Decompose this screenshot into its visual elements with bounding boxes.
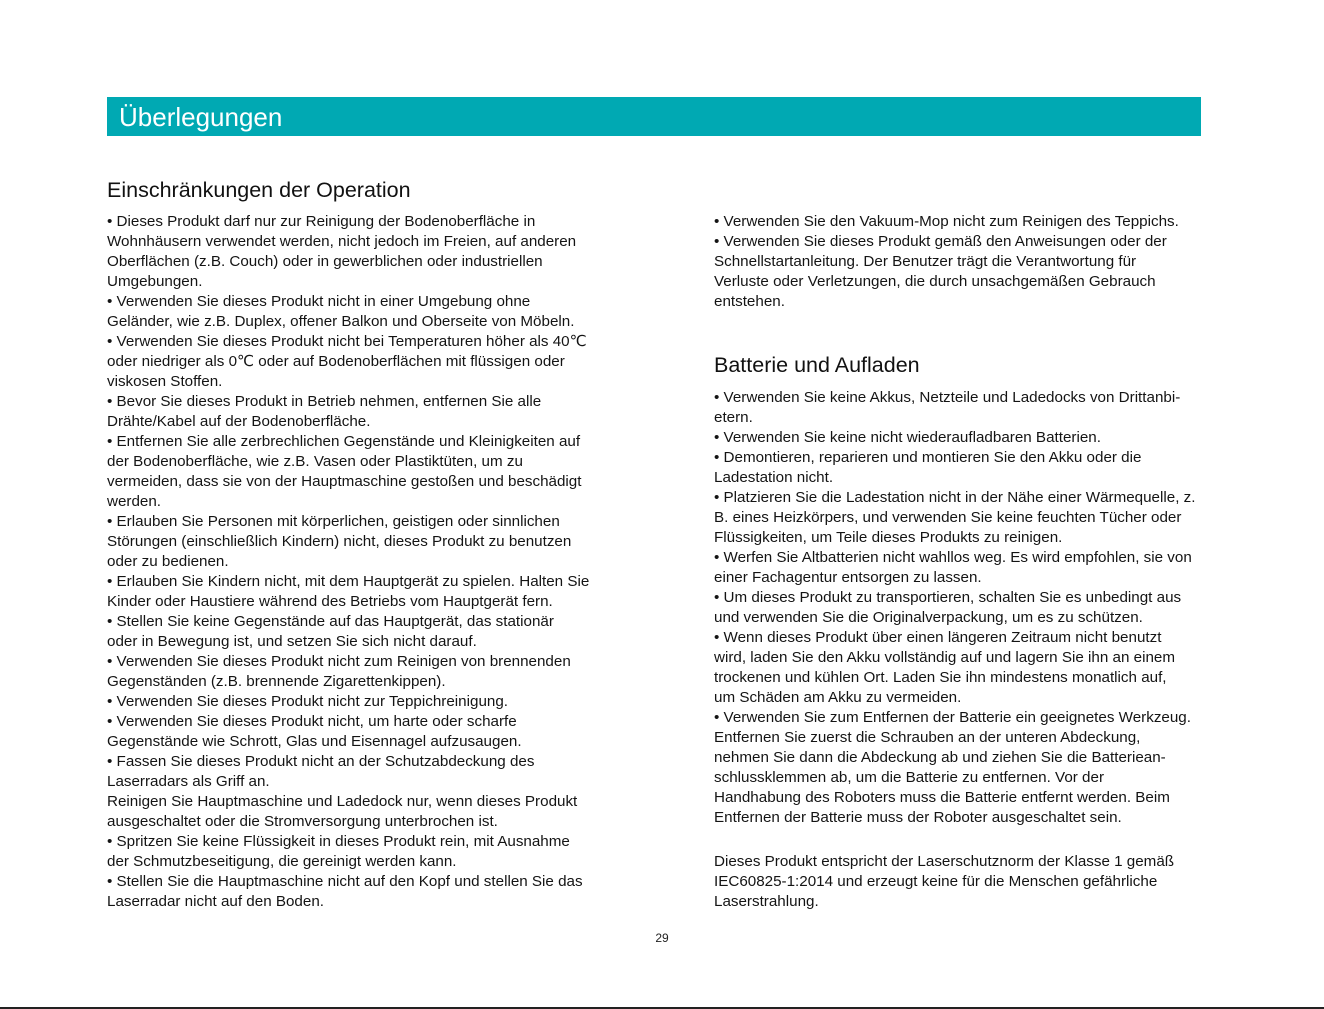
text-line: Wohnhäusern verwendet werden, nicht jedoch im Freien, auf anderen [107, 233, 577, 250]
text-line: • Stellen Sie keine Gegenstände auf das Hauptgerät, das stationär [107, 613, 554, 630]
text-line: Kinder oder Haustiere während des Betriebs vom Hauptgerät fern. [107, 593, 553, 610]
text-line: • Verwenden Sie dieses Produkt nicht bei Temperaturen höher als 40℃ [107, 333, 587, 350]
text-line: • Um dieses Produkt zu transportieren, schalten Sie es unbedingt aus [714, 589, 1182, 606]
text-line: • Erlauben Sie Personen mit körperlichen, geistigen oder sinnlichen [107, 513, 560, 530]
text-line: Reinigen Sie Hauptmaschine und Ladedock nur, wenn dieses Produkt [107, 793, 578, 810]
text-line: • Verwenden Sie dieses Produkt nicht zum Reinigen von brennenden [107, 653, 571, 670]
text-line: • Verwenden Sie keine Akkus, Netzteile und Ladedocks von Drittanbi- [714, 389, 1181, 406]
text-line: • Verwenden Sie dieses Produkt gemäß den Anweisungen oder der [714, 233, 1167, 250]
text-line: Geländer, wie z.B. Duplex, offener Balkon und Oberseite von Möbeln. [107, 313, 575, 330]
text-line: • Verwenden Sie dieses Produkt nicht in einer Umgebung ohne [107, 293, 531, 310]
text-line: Laserradars als Griff an. [107, 773, 270, 790]
text-line: ausgeschaltet oder die Stromversorgung unterbrochen ist. [107, 813, 498, 830]
battery-charging-text [714, 388, 1195, 828]
text-line: etern. [714, 409, 753, 426]
text-line: • Platzieren Sie die Ladestation nicht in der Nähe einer Wärmequelle, z. [714, 489, 1196, 506]
text-line: Dieses Produkt entspricht der Laserschutznorm der Klasse 1 gemäß [714, 853, 1175, 870]
text-line: Handhabung des Roboters muss die Batterie entfernt werden. Beim [714, 789, 1170, 806]
text-line: Störungen (einschließlich Kindern) nicht, dieses Produkt zu benutzen [107, 533, 572, 550]
text-line: • Wenn dieses Produkt über einen längeren Zeitraum nicht benutzt [714, 629, 1162, 646]
text-line: um Schäden am Akku zu vermeiden. [714, 689, 962, 706]
text-line: • Demontieren, reparieren und montieren Sie den Akku oder die [714, 449, 1142, 466]
text-line: Schnellstartanleitung. Der Benutzer trägt die Verantwortung für [714, 253, 1137, 270]
text-line: werden. [107, 493, 162, 510]
text-line: Gegenständen (z.B. brennende Zigarettenkippen). [107, 673, 446, 690]
text-line: viskosen Stoffen. [107, 373, 223, 390]
text-line: entstehen. [714, 293, 785, 310]
text-line: Flüssigkeiten, um Teile dieses Produkts zu reinigen. [714, 529, 1063, 546]
text-line: Umgebungen. [107, 273, 203, 290]
section-title-bar [107, 97, 1201, 136]
text-line: • Stellen Sie die Hauptmaschine nicht auf den Kopf und stellen Sie das [107, 873, 583, 890]
heading-operation-limits: Einschränkungen der Operation [107, 178, 411, 202]
text-line: • Spritzen Sie keine Flüssigkeit in dieses Produkt rein, mit Ausnahme [107, 833, 570, 850]
text-line: vermeiden, dass sie von der Hauptmaschine gestoßen und beschädigt [107, 473, 582, 490]
text-line: Gegenstände wie Schrott, Glas und Eisennagel aufzusaugen. [107, 733, 522, 750]
text-line: IEC60825-1:2014 und erzeugt keine für die Menschen gefährliche [714, 873, 1158, 890]
page-title: Überlegungen [119, 102, 283, 132]
text-line: • Entfernen Sie alle zerbrechlichen Gegenstände und Kleinigkeiten auf [107, 433, 581, 450]
text-line: der Bodenoberfläche, wie z.B. Vasen oder Plastiktüten, um zu [107, 453, 523, 470]
text-line: und verwenden Sie die Originalverpackung, um es zu schützen. [714, 609, 1143, 626]
text-line: oder in Bewegung ist, und setzen Sie sich nicht darauf. [107, 633, 477, 650]
text-line: Entfernen der Batterie muss der Roboter ausgeschaltet sein. [714, 809, 1122, 826]
text-line: nehmen Sie dann die Abdeckung ab und ziehen Sie die Batteriean- [714, 749, 1166, 766]
text-line: schlussklemmen ab, um die Batterie zu entfernen. Vor der [714, 769, 1105, 786]
text-line: • Werfen Sie Altbatterien nicht wahllos weg. Es wird empfohlen, sie von [714, 549, 1192, 566]
text-line: Oberflächen (z.B. Couch) oder in gewerblichen oder industriellen [107, 253, 543, 270]
page-number: 29 [655, 931, 669, 945]
text-line: • Fassen Sie dieses Produkt nicht an der Schutzabdeckung des [107, 753, 535, 770]
text-line: • Dieses Produkt darf nur zur Reinigung der Bodenoberfläche in [107, 213, 536, 230]
text-line: Verluste oder Verletzungen, die durch unsachgemäßen Gebrauch [714, 273, 1156, 290]
laser-safety-text [714, 852, 1174, 912]
heading-battery-charging: Batterie und Aufladen [714, 353, 920, 377]
text-line: Entfernen Sie zuerst die Schrauben an der unteren Abdeckung, [714, 729, 1141, 746]
text-line: oder zu bedienen. [107, 553, 229, 570]
text-line: einer Fachagentur entsorgen zu lassen. [714, 569, 982, 586]
text-line: • Verwenden Sie den Vakuum-Mop nicht zum Reinigen des Teppichs. [714, 213, 1179, 230]
text-line: Drähte/Kabel auf der Bodenoberfläche. [107, 413, 371, 430]
text-line: • Verwenden Sie zum Entfernen der Batterie ein geeignetes Werkzeug. [714, 709, 1191, 726]
text-line: • Erlauben Sie Kindern nicht, mit dem Hauptgerät zu spielen. Halten Sie [107, 573, 590, 590]
text-line: • Verwenden Sie keine nicht wiederaufladbaren Batterien. [714, 429, 1101, 446]
text-line: Laserradar nicht auf den Boden. [107, 893, 324, 910]
text-line: Ladestation nicht. [714, 469, 834, 486]
text-line: • Bevor Sie dieses Produkt in Betrieb nehmen, entfernen Sie alle [107, 393, 542, 410]
text-line: Laserstrahlung. [714, 893, 819, 910]
text-line: • Verwenden Sie dieses Produkt nicht, um harte oder scharfe [107, 713, 517, 730]
text-line: B. eines Heizkörpers, und verwenden Sie keine feuchten Tücher oder [714, 509, 1182, 526]
operation-limits-text [107, 212, 589, 912]
text-line: der Schmutzbeseitigung, die gereinigt werden kann. [107, 853, 457, 870]
text-line: oder niedriger als 0℃ oder auf Bodenoberflächen mit flüssigen oder [107, 353, 565, 370]
text-line: • Verwenden Sie dieses Produkt nicht zur Teppichreinigung. [107, 693, 508, 710]
usage-notes-text [714, 212, 1179, 312]
text-line: trockenen und kühlen Ort. Laden Sie ihn mindestens monatlich auf, [714, 669, 1167, 686]
text-line: wird, laden Sie den Akku vollständig auf und lagern Sie ihn an einem [714, 649, 1175, 666]
